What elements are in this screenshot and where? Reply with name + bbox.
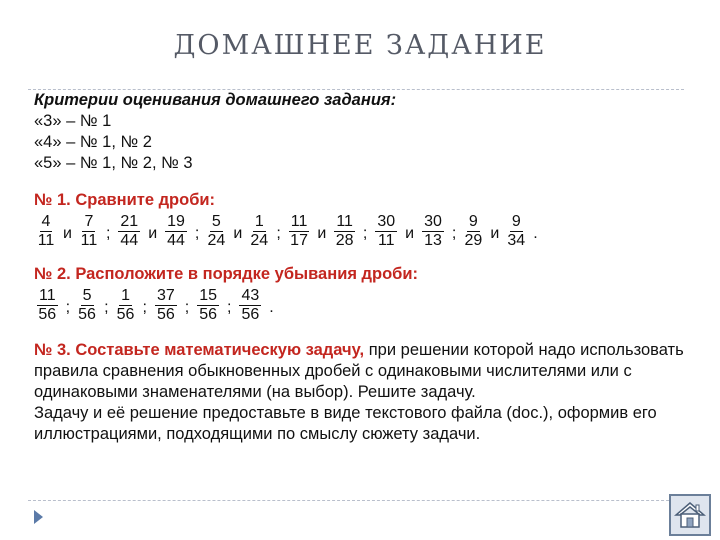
task3-text: при решении которой надо использовать правила сравнения обыкновенных дробей с одинаковыми числителями или с одинаковыми знаменателями (на выбор). Решите задачу. <box>34 341 684 401</box>
denominator: 56 <box>38 306 57 323</box>
numerator: 30 <box>424 213 442 230</box>
denominator: 56 <box>199 306 218 323</box>
fraction <box>375 213 397 250</box>
separator: . <box>269 299 274 316</box>
fraction <box>165 213 187 250</box>
numerator: 11 <box>39 287 56 304</box>
numerator: 11 <box>336 213 353 230</box>
denominator: 44 <box>120 232 139 249</box>
denominator: 24 <box>207 232 226 249</box>
fraction <box>289 213 310 250</box>
fraction <box>155 287 177 324</box>
conjunction: и <box>490 225 500 242</box>
denominator: 11 <box>80 232 98 249</box>
conjunction: и <box>233 225 243 242</box>
conjunction: и <box>405 225 415 242</box>
separator: ; <box>142 299 147 316</box>
separator: ; <box>105 225 111 242</box>
denominator: 24 <box>250 232 269 249</box>
separator: ; <box>65 299 71 316</box>
denominator: 17 <box>290 232 308 249</box>
denominator: 11 <box>377 232 395 249</box>
numerator: 5 <box>82 287 92 304</box>
fraction <box>37 213 55 250</box>
numerator: 9 <box>511 213 521 230</box>
numerator: 15 <box>199 287 218 304</box>
numerator: 21 <box>120 213 139 230</box>
task2-heading: № 2. Расположите в порядке убывания дроби: <box>34 265 419 283</box>
slide-title: ДОМАШНЕЕ ЗАДАНИЕ <box>173 30 547 61</box>
denominator: 34 <box>507 232 526 249</box>
task3-submission-text: Задачу и её решение предоставьте в виде текстового файла (doc.), оформив его иллюстрациями, подходящими по смыслу сюжету задачи. <box>34 404 657 443</box>
fraction <box>78 287 96 324</box>
task1-fractions <box>34 213 694 250</box>
denominator: 29 <box>464 232 483 249</box>
fraction <box>197 287 219 324</box>
denominator: 13 <box>424 232 442 249</box>
triangle-right-icon[interactable] <box>34 510 43 524</box>
separator: ; <box>184 299 190 316</box>
numerator: 4 <box>41 213 51 230</box>
criteria-line: «4» – № 1, № 2 <box>34 133 152 151</box>
criteria-heading: Критерии оценивания домашнего задания: <box>34 91 397 109</box>
numerator: 43 <box>241 287 260 304</box>
numerator: 9 <box>468 213 478 230</box>
fraction <box>334 213 355 250</box>
numerator: 1 <box>121 287 130 304</box>
conjunction: и <box>317 225 327 242</box>
task3-block <box>34 340 694 445</box>
criteria-line: «5» – № 1, № 2, № 3 <box>34 154 193 172</box>
separator: ; <box>276 225 281 242</box>
home-icon <box>674 500 706 530</box>
task2-block <box>34 264 694 324</box>
fraction <box>37 287 58 324</box>
task1-heading: № 1. Сравните дроби: <box>34 191 216 209</box>
slide-content <box>34 90 694 445</box>
fraction <box>507 213 525 250</box>
task1-block <box>34 190 694 250</box>
denominator: 56 <box>78 306 96 323</box>
numerator: 5 <box>211 213 221 230</box>
fraction <box>117 287 135 324</box>
fraction <box>80 213 98 250</box>
separator: ; <box>227 299 232 316</box>
fraction <box>422 213 444 250</box>
task2-fractions <box>34 287 694 324</box>
criteria-line: «3» – № 1 <box>34 112 112 130</box>
fraction <box>464 213 482 250</box>
numerator: 1 <box>254 213 264 230</box>
fraction <box>250 213 268 250</box>
separator: ; <box>362 225 368 242</box>
denominator: 56 <box>241 306 260 323</box>
denominator: 44 <box>167 232 185 249</box>
separator: ; <box>194 225 200 242</box>
denominator: 56 <box>156 306 175 323</box>
separator: ; <box>451 225 457 242</box>
bottom-divider <box>28 500 684 501</box>
denominator: 56 <box>116 306 135 323</box>
separator: ; <box>104 299 109 316</box>
numerator: 37 <box>156 287 175 304</box>
fraction <box>207 213 225 250</box>
numerator: 11 <box>290 213 308 230</box>
fraction <box>118 213 140 250</box>
separator: . <box>533 225 538 242</box>
fraction <box>239 287 261 324</box>
criteria-block <box>34 90 694 174</box>
numerator: 19 <box>167 213 185 230</box>
denominator: 28 <box>335 232 354 249</box>
conjunction: и <box>148 225 158 242</box>
numerator: 7 <box>84 213 94 230</box>
conjunction: и <box>63 225 72 242</box>
task3-heading: № 3. Составьте математическую задачу, <box>34 341 365 359</box>
numerator: 30 <box>377 213 396 230</box>
home-button[interactable] <box>669 494 711 536</box>
denominator: 11 <box>37 232 55 249</box>
